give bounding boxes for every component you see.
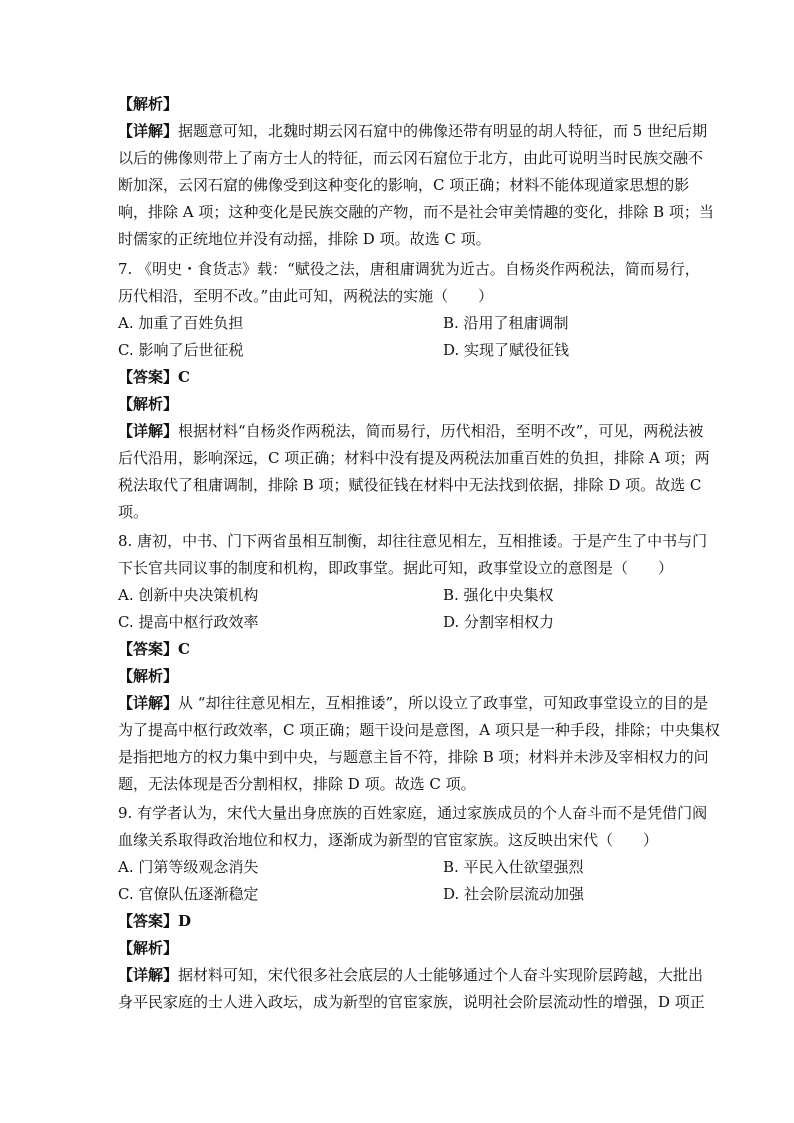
q8-detail-line: 【详解】从 “却往往意见相左，互相推诿”，所以设立了政事堂，可知政事堂设立的目的是 [118, 694, 709, 712]
q9-option-b: B. 平民入仕欲望强烈 [443, 858, 584, 876]
question-9-stem: 血缘关系取得政治地位和权力，逐渐成为新型的官宦家族。这反映出宋代（ ） [118, 831, 659, 849]
detail-tag: 【详解】 [118, 694, 179, 712]
q9-detail-line: 【详解】据材料可知，宋代很多社会底层的人士能够通过个人奋斗实现阶层跨越，大批出 [118, 966, 704, 984]
q7-option-d: D. 实现了赋役征钱 [443, 341, 570, 359]
q7-option-b: B. 沿用了租庸调制 [443, 314, 569, 332]
q7-detail-line: 【详解】根据材料“自杨炎作两税法，简而易行，历代相沿，至明不改”，可见，两税法被 [118, 422, 704, 440]
detail-tag: 【详解】 [118, 122, 179, 140]
q7-detail-line: 项。 [118, 503, 149, 521]
q8-option-a: A. 创新中央决策机构 [118, 586, 259, 604]
q7-option-c: C. 影响了后世征税 [118, 341, 244, 359]
q9-option-c: C. 官僚队伍逐渐稳定 [118, 885, 259, 903]
detail-tag: 【详解】 [118, 966, 179, 984]
q8-option-c: C. 提高中枢行政效率 [118, 613, 259, 631]
question-7-stem: 7. 《明史・食货志》载：“赋役之法，唐租庸调犹为近古。自杨炎作两税法，简而易行， [118, 260, 700, 278]
q8-answer: 【答案】C [118, 640, 190, 658]
q9-analysis-heading: 【解析】 [118, 939, 179, 957]
q7-detail-line: 税法取代了租庸调制，排除 B 项；赋役征钱在材料中无法找到依据，排除 D 项。故选 C [118, 476, 702, 494]
detail-line: 断加深，云冈石窟的佛像受到这种变化的影响，C 项正确；材料不能体现道家思想的影 [118, 176, 690, 194]
q8-detail-line: 是指把地方的权力集中到中央，与题意主旨不符，排除 B 项；材料并未涉及宰相权力的问 [118, 748, 709, 766]
question-7-stem: 历代相沿，至明不改。”由此可知，两税法的实施（ ） [118, 287, 494, 305]
detail-line: 时儒家的正统地位并没有动摇，排除 D 项。故选 C 项。 [118, 230, 491, 248]
q8-option-d: D. 分割宰相权力 [443, 613, 555, 631]
detail-line: 【详解】据题意可知，北魏时期云冈石窟中的佛像还带有明显的胡人特征，而 5 世纪后期 [118, 122, 708, 140]
q9-detail-line: 身平民家庭的士人进入政坛，成为新型的官宦家族，说明社会阶层流动性的增强，D 项正 [118, 993, 705, 1011]
q7-option-a: A. 加重了百姓负担 [118, 314, 244, 332]
q8-option-b: B. 强化中央集权 [443, 586, 554, 604]
q7-answer: 【答案】C [118, 368, 190, 386]
analysis-heading: 【解析】 [118, 95, 179, 113]
question-9-stem: 9. 有学者认为，宋代大量出身庶族的百姓家庭，通过家族成员的个人奋斗而不是凭借门阀 [118, 804, 708, 822]
q8-detail-line: 为了提高中枢行政效率，C 项正确；题干设问是意图，A 项只是一种手段，排除；中央集权 [118, 721, 720, 739]
q7-detail-line: 后代沿用，影响深远，C 项正确；材料中没有提及两税法加重百姓的负担，排除 A 项；两 [118, 449, 710, 467]
detail-line: 以后的佛像则带上了南方士人的特征，而云冈石窟位于北方，由此可说明当时民族交融不 [118, 149, 704, 167]
q8-analysis-heading: 【解析】 [118, 667, 179, 685]
question-8-stem: 下长官共同议事的制度和机构，即政事堂。据此可知，政事堂设立的意图是（ ） [118, 559, 674, 577]
q9-option-a: A. 门第等级观念消失 [118, 858, 259, 876]
question-8-stem: 8. 唐初，中书、门下两省虽相互制衡，却往往意见相左，互相推诿。于是产生了中书与门 [118, 532, 708, 550]
detail-line: 响，排除 A 项；这种变化是民族交融的产物，而不是社会审美情趣的变化，排除 B 项；当 [118, 203, 714, 221]
q9-option-d: D. 社会阶层流动加强 [443, 885, 585, 903]
q9-answer: 【答案】D [118, 912, 192, 930]
q7-analysis-heading: 【解析】 [118, 395, 179, 413]
q8-detail-line: 题，无法体现是否分割相权，排除 D 项。故选 C 项。 [118, 775, 476, 793]
detail-tag: 【详解】 [118, 422, 179, 440]
